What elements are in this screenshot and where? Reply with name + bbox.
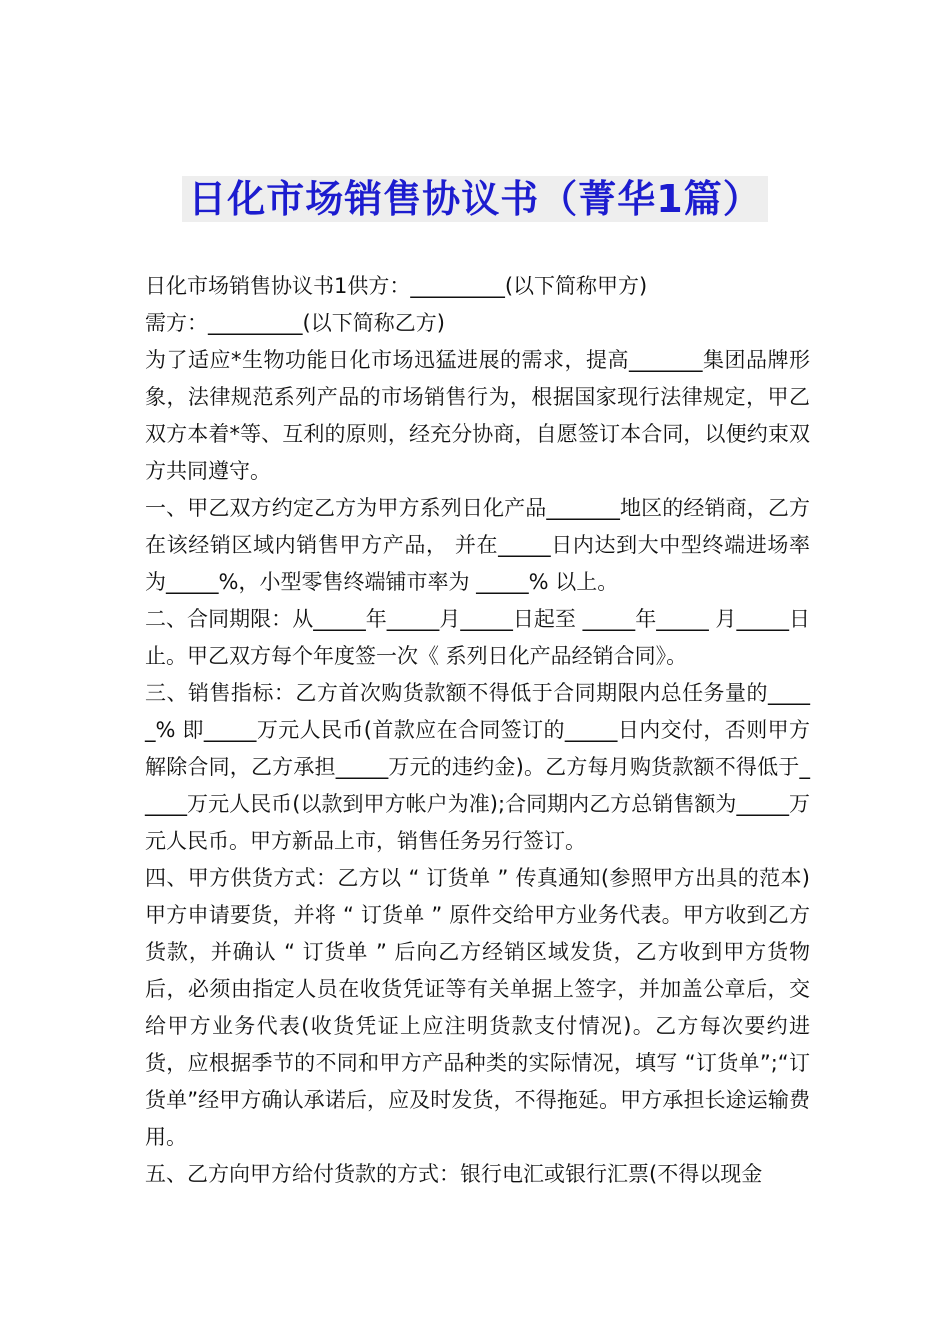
paragraph-clause-1: 一、甲乙双方约定乙方为甲方系列日化产品_______地区的经销商，乙方 在该经销区域内销售甲方产品， 并在_____日内达到大中型终端进场率为_____%，小型零售终端铺市率为 _____% 以上。 [145,496,810,594]
paragraph-buyer: 需方：_________(以下简称乙方) [145,311,445,335]
paragraph-clause-5: 五、乙方向甲方给付货款的方式：银行电汇或银行汇票(不得以现金 [145,1162,763,1186]
document-title: 日化市场销售协议书（菁华1篇） [182,176,767,222]
paragraph-supplier: 日化市场销售协议书1供方：_________(以下简称甲方) [145,274,648,298]
paragraph-clause-4: 四、甲方供货方式：乙方以 “ 订货单 ” 传真通知(参照甲方出具的范本)甲方申请要货，并将 “ 订货单 ” 原件交给甲方业务代表。甲方收到乙方货款，并确认 “ 订货单 ” 后向乙方经销区域发货，乙方收到甲方货物后，必须由指定人员在收货凭证等有关单据上签字，并加盖公章后，交给甲方业务代表(收货凭证上应注明货款支付情况)。乙方每次要约进货，应根据季节的不同和甲方产品种类的实际情况，填写 “订货单”;“订货单”经甲方确认承诺后，应及时发货，不得拖延。甲方承担长途运输费用。 [145,866,810,1149]
title-wrap [0,176,950,222]
document-body [145,268,810,1193]
paragraph-clause-2: 二、合同期限：从_____年_____月_____日起至 _____年_____ 月_____日 止。甲乙双方每个年度签一次《 系列日化产品经销合同》。 [145,607,810,668]
paragraph-clause-3: 三、销售指标：乙方首次购货款额不得低于合同期限内总任务量的_____% 即_____万元人民币(首款应在合同签订的_____日内交付，否则甲方解除合同，乙方承担_____万元的违约金)。乙方每月购货款额不得低于_____万元人民币(以款到甲方帐户为准);合同期内乙方总销售额为_____万元人民币。甲方新品上市，销售任务另行签订。 [145,681,810,853]
paragraph-preamble: 为了适应*生物功能日化市场迅猛进展的需求，提高_______集团品牌形象，法律规范系列产品的市场销售行为，根据国家现行法律规定，甲乙双方本着*等、互利的原则，经充分协商，自愿签订本合同，以便约束双方共同遵守。 [145,348,810,483]
